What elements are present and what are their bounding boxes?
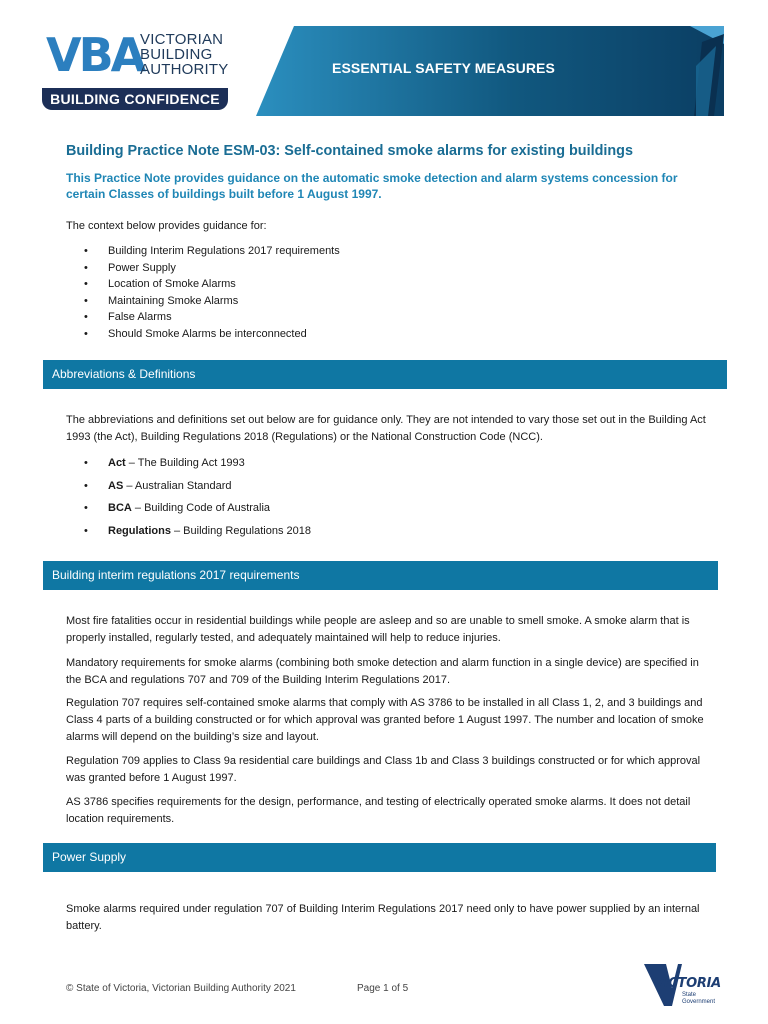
- vba-logo-mark: [46, 28, 143, 82]
- vba-logo-line: BUILDING: [140, 46, 213, 63]
- victoria-logo-word: VICTORIA: [654, 976, 721, 991]
- definition-text: – Australian Standard: [123, 479, 232, 492]
- power-paragraph: Smoke alarms required under regulation 707 of Building Interim Regulations 2017 need only to have power supplied by an internal battery.: [66, 903, 700, 932]
- intro-summary: This Practice Note provides guidance on the automatic smoke detection and alarm systems concession for certain Classes of buildings built before 1 August 1997.: [66, 171, 678, 201]
- vba-logo-line: AUTHORITY: [140, 61, 229, 78]
- definition-text: – Building Regulations 2018: [170, 524, 311, 537]
- footer-page-number: Page 1 of 5: [357, 983, 409, 994]
- definition-item: [84, 475, 311, 498]
- definition-term: Regulations: [108, 524, 171, 537]
- definition-item: [84, 452, 311, 475]
- vba-logo-wordmark: [140, 32, 228, 77]
- definition-item: [84, 497, 311, 520]
- victoria-state-government-logo: [642, 962, 724, 1010]
- list-item: • False Alarms: [84, 309, 340, 326]
- abbreviations-list: [84, 452, 311, 542]
- header-banner: [256, 26, 724, 116]
- interim-paragraph: Mandatory requirements for smoke alarms (combining both smoke detection and alarm function in a single device) are specified in the BCA and regulations 707 and 709 of the Building Interim Regulations 2017.: [66, 657, 699, 686]
- victoria-logo-subtext: [682, 992, 715, 1005]
- list-item: • Location of Smoke Alarms: [84, 276, 340, 293]
- section-heading-power-supply: Power Supply: [43, 843, 716, 872]
- list-item: • Maintaining Smoke Alarms: [84, 293, 340, 310]
- vba-logo-line: VICTORIAN: [140, 31, 224, 48]
- vba-logo: [40, 28, 230, 112]
- banner-title: ESSENTIAL SAFETY MEASURES: [332, 60, 555, 76]
- context-list: [84, 243, 340, 343]
- context-lead: The context below provides guidance for:: [66, 220, 267, 232]
- list-item: • Should Smoke Alarms be interconnected: [84, 326, 340, 343]
- list-item: • Building Interim Regulations 2017 requirements: [84, 243, 340, 260]
- abbreviations-intro: The abbreviations and definitions set out below are for guidance only. They are not intended to vary those set out in the Building Act 1993 (the Act), Building Regulations 2018 (Regulations) or the National Construction Code (NCC).: [66, 414, 706, 443]
- definition-term: Act: [108, 457, 126, 469]
- section-heading-interim-regulations: Building interim regulations 2017 requirements: [43, 561, 718, 590]
- interim-paragraph: Regulation 709 applies to Class 9a residential care buildings and Class 1b and Class 3 buildings constructed or for which approval was granted before 1 August 1997.: [66, 755, 701, 784]
- victoria-logo-sub-line: Government: [682, 998, 716, 1005]
- interim-paragraph: Most fire fatalities occur in residential buildings while people are asleep and so are unable to smell smoke. A smoke alarm that is properly installed, regularly tested, and adequately maintained will help to reduce injuries.: [66, 615, 690, 644]
- section-heading-abbreviations: Abbreviations & Definitions: [43, 360, 727, 389]
- definition-term: BCA: [108, 502, 132, 515]
- definition-text: – The Building Act 1993: [125, 457, 245, 469]
- interim-paragraph: Regulation 707 requires self-contained smoke alarms that comply with AS 3786 to be installed in all Class 1, 2, and 3 buildings and Class 4 parts of a building constructed or for which approval was granted before 1 August 1997. The number and location of smoke alarms will depend on the building’s size and layout.: [66, 697, 704, 743]
- vba-logo-mark-text: VBA: [46, 28, 144, 82]
- definition-term: AS: [108, 479, 124, 492]
- victoria-logo-sub-line: State: [682, 992, 697, 998]
- list-item: • Power Supply: [84, 260, 340, 277]
- definition-text: – Building Code of Australia: [131, 502, 271, 515]
- footer-copyright: © State of Victoria, Victorian Building Authority 2021: [66, 983, 296, 994]
- interim-paragraph: AS 3786 specifies requirements for the design, performance, and testing of electrically operated smoke alarms. It does not detail location requirements.: [66, 796, 691, 825]
- building-confidence-badge: BUILDING CONFIDENCE: [42, 88, 228, 110]
- page-title: Building Practice Note ESM-03: Self-contained smoke alarms for existing buildings: [66, 143, 633, 159]
- definition-item: [84, 520, 311, 543]
